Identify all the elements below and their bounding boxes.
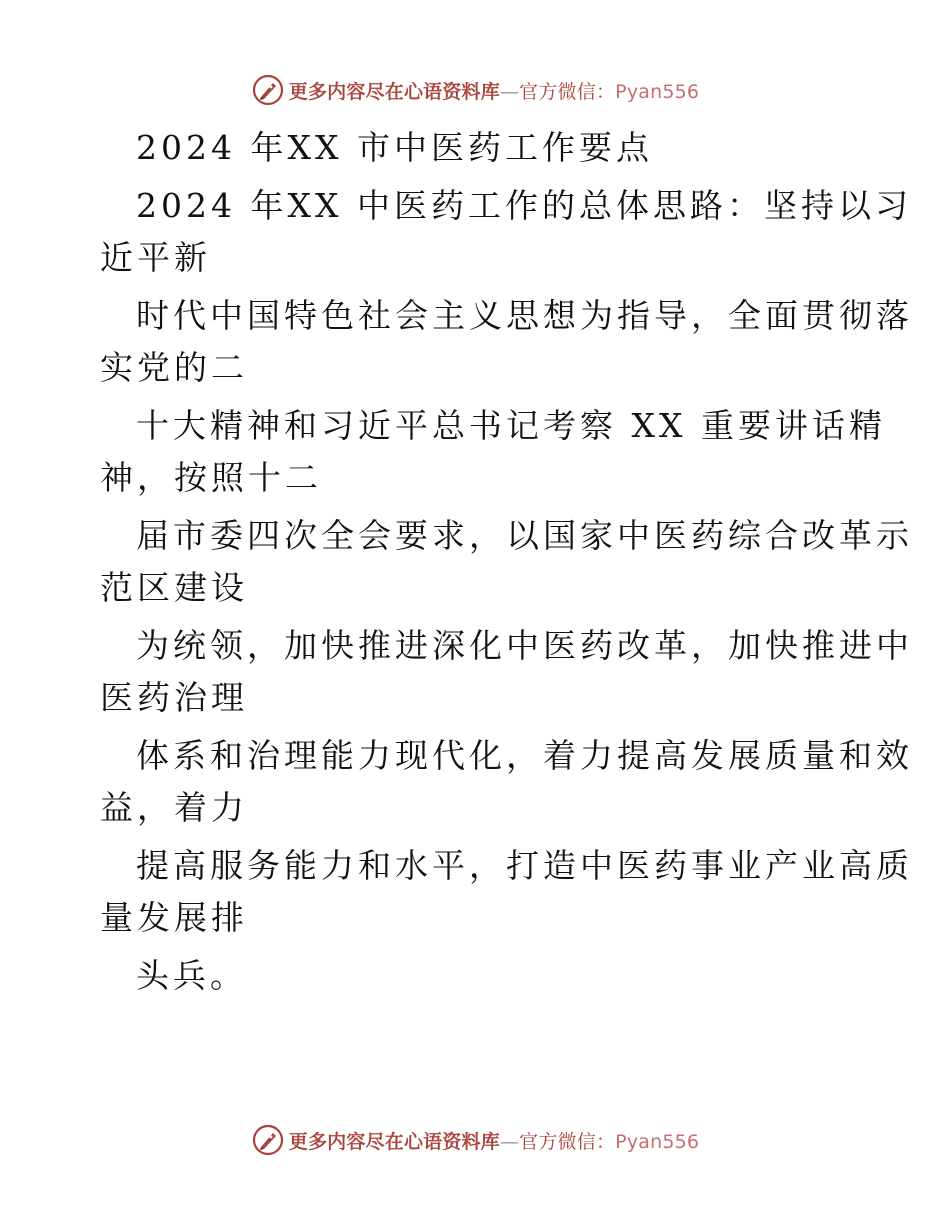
banner-separator: —: [499, 1130, 520, 1153]
document-line: 提高服务能力和水平，打造中医药事业产业高质: [136, 846, 913, 885]
banner-main-text: 更多内容尽在心语资料库: [288, 80, 500, 103]
pen-nib-logo-icon: [251, 73, 285, 107]
document-line: 头兵。: [136, 956, 247, 995]
document-line: 神，按照十二: [100, 458, 322, 497]
document-line: 实党的二: [100, 348, 248, 387]
footer-banner-text: [289, 1127, 699, 1154]
document-line: 近平新: [100, 238, 211, 277]
document-line: 医药治理: [100, 678, 248, 717]
header-banner: [0, 70, 950, 110]
banner-wechat-label: 官方微信：: [519, 1130, 616, 1153]
document-line: 十大精神和习近平总书记考察 XX 重要讲话精: [136, 406, 886, 445]
footer-banner: [0, 1120, 950, 1160]
document-line: 益，着力: [100, 788, 248, 827]
document-title: 2024 年XX 市中医药工作要点: [136, 128, 653, 167]
header-banner-text: [289, 77, 699, 104]
document-line: 量发展排: [100, 898, 248, 937]
banner-separator: —: [499, 80, 520, 103]
document-line: 范区建设: [100, 568, 248, 607]
document-line: 2024 年XX 中医药工作的总体思路：坚持以习: [136, 186, 912, 225]
document-line: 体系和治理能力现代化，着力提高发展质量和效: [136, 736, 913, 775]
banner-wechat-label: 官方微信：: [519, 80, 616, 103]
banner-wechat-id: Pyan556: [615, 80, 700, 103]
banner-wechat-id: Pyan556: [615, 1130, 700, 1153]
document-line: 为统领，加快推进深化中医药改革，加快推进中: [136, 626, 913, 665]
document-line: 届市委四次全会要求，以国家中医药综合改革示: [136, 516, 913, 555]
pen-nib-logo-icon: [251, 1123, 285, 1157]
document-body: [100, 122, 913, 1002]
document-line: 时代中国特色社会主义思想为指导，全面贯彻落: [136, 296, 913, 335]
banner-main-text: 更多内容尽在心语资料库: [288, 1130, 500, 1153]
